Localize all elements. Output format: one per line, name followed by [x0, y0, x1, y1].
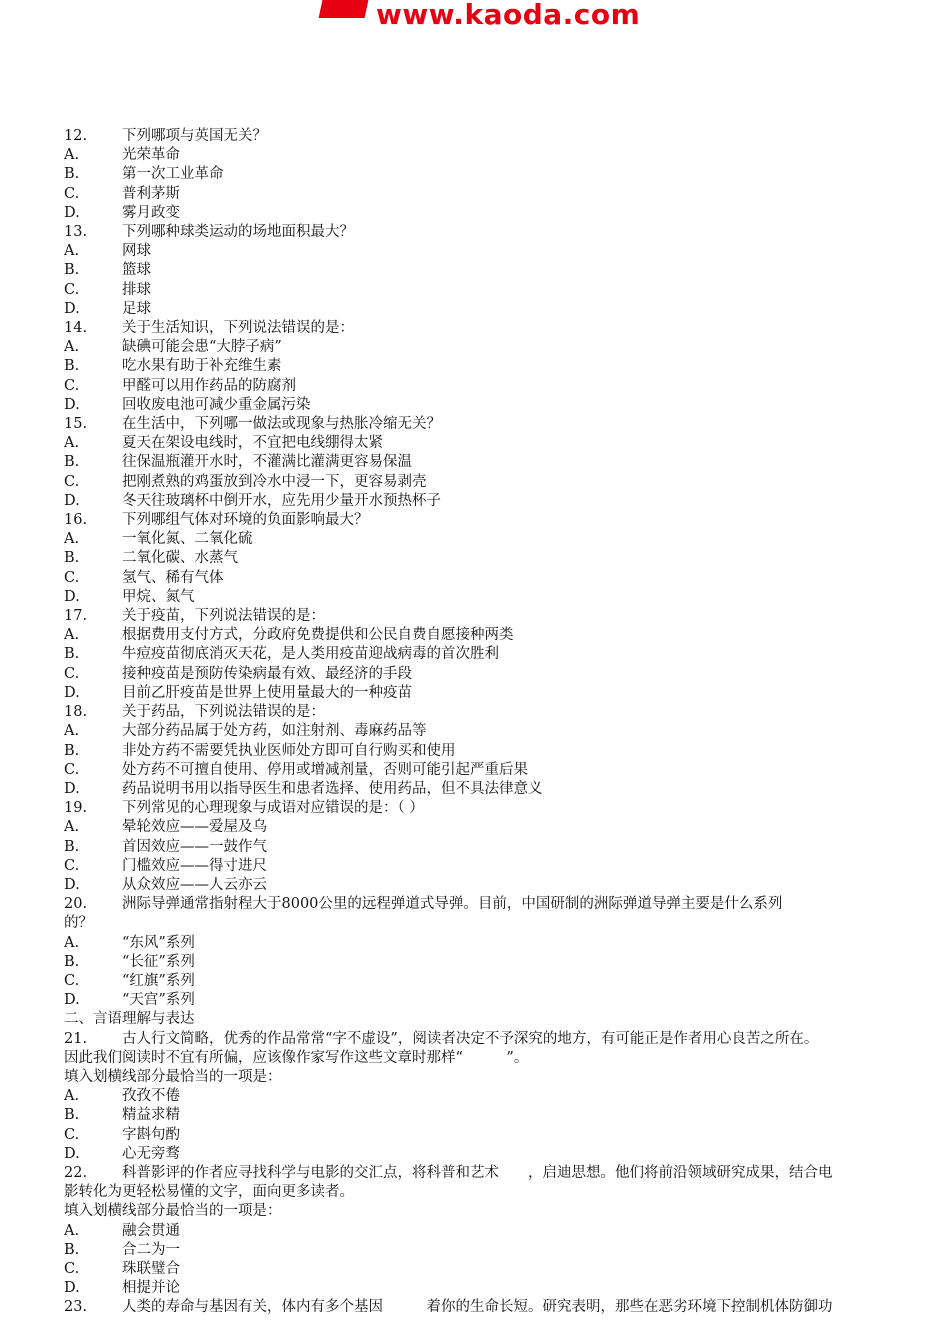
option-item-text: 篮球: [122, 262, 151, 279]
option-item-text: 光荣革命: [122, 147, 180, 164]
option-item: [64, 626, 944, 645]
option-item: [64, 876, 944, 895]
option-item-number: C.: [64, 569, 80, 586]
option-item: [64, 146, 944, 165]
question-stem-continuation: 影转化为更轻松易懂的文字，面向更多读者。: [64, 1184, 354, 1201]
question-stem-text: 关于生活知识，下列说法错误的是：: [122, 320, 354, 337]
option-item-number: B.: [64, 454, 80, 471]
option-item: [64, 742, 944, 761]
option-item: [64, 530, 944, 549]
question-stem-number: 22.: [64, 1164, 88, 1181]
option-item-number: C.: [64, 665, 80, 682]
question-stem-continuation: 的？: [64, 915, 93, 932]
question-stem-number: 23.: [64, 1299, 88, 1316]
option-item-text: 雾月政变: [122, 204, 180, 221]
option-item-text: 大部分药品属于处方药，如注射剂、毒麻药品等: [122, 723, 427, 740]
option-item: [64, 972, 944, 991]
fill-blank-prompt: 填入划横线部分最恰当的一项是：: [64, 1068, 282, 1085]
option-item-text: 字斟句酌: [122, 1126, 180, 1143]
option-item-number: C.: [64, 761, 80, 778]
question-stem-number: 15.: [64, 416, 88, 433]
question-stem: [64, 1298, 944, 1317]
option-item-number: B.: [64, 1241, 80, 1258]
option-item: [64, 684, 944, 703]
option-item: [64, 1106, 944, 1125]
question-stem-text: 洲际导弹通常指射程大于8000公里的远程弹道式导弹。目前，中国研制的洲际弹道导弹主要是什么系列: [122, 896, 783, 913]
option-item: [64, 396, 944, 415]
question-stem-number: 19.: [64, 800, 88, 817]
option-item-number: D.: [64, 684, 80, 701]
question-stem: [64, 703, 944, 722]
option-item: [64, 1145, 944, 1164]
option-item: [64, 1126, 944, 1145]
option-item-number: A.: [64, 147, 80, 164]
option-item-number: D.: [64, 492, 80, 509]
option-item: [64, 934, 944, 953]
question-stem-text: 人类的寿命与基因有关，体内有多个基因 着你的生命长短。研究表明，那些在恶劣环境下控制机体防御功: [122, 1299, 833, 1316]
option-item: [64, 761, 944, 780]
option-item-text: 足球: [122, 300, 151, 317]
option-item-text: 普利茅斯: [122, 185, 180, 202]
question-stem-text: 下列常见的心理现象与成语对应错误的是：（ ）: [122, 800, 424, 817]
option-item-text: 孜孜不倦: [122, 1088, 180, 1105]
option-item: [64, 1087, 944, 1106]
option-item: [64, 261, 944, 280]
option-item-number: B.: [64, 646, 80, 663]
question-stem: [64, 319, 944, 338]
option-item-text: 缺碘可能会患“大脖子病”: [122, 339, 282, 356]
option-item-text: 心无旁骛: [122, 1145, 180, 1162]
option-item-text: 合二为一: [122, 1241, 180, 1258]
option-item-text: 网球: [122, 243, 151, 260]
option-item-number: B.: [64, 838, 80, 855]
option-item-text: 氢气、稀有气体: [122, 569, 224, 586]
option-item-text: “红旗”系列: [122, 972, 195, 989]
exam-document: [64, 127, 944, 1318]
option-item-text: 往保温瓶灌开水时，不灌满比灌满更容易保温: [122, 454, 412, 471]
option-item-number: B.: [64, 550, 80, 567]
option-item-text: 二氧化碳、水蒸气: [122, 550, 238, 567]
option-item-text: 目前乙肝疫苗是世界上使用量最大的一种疫苗: [122, 684, 412, 701]
question-stem: [64, 1164, 944, 1183]
option-item-text: 夏天在架设电线时，不宜把电线绷得太紧: [122, 435, 383, 452]
option-item-text: 甲醛可以用作药品的防腐剂: [122, 377, 296, 394]
option-item: [64, 434, 944, 453]
option-item-number: B.: [64, 166, 80, 183]
question-stem-number: 20.: [64, 896, 88, 913]
option-item-text: 根据费用支付方式，分政府免费提供和公民自费自愿接种两类: [122, 627, 514, 644]
option-item: [64, 665, 944, 684]
question-stem: [64, 1030, 944, 1049]
option-item-number: A.: [64, 1088, 80, 1105]
option-item-number: C.: [64, 1126, 80, 1143]
question-stem-number: 18.: [64, 704, 88, 721]
option-item: [64, 780, 944, 799]
option-item-number: A.: [64, 435, 80, 452]
option-item-number: C.: [64, 857, 80, 874]
option-item-number: B.: [64, 1107, 80, 1124]
option-item-text: 药品说明书用以指导医生和患者选择、使用药品，但不具法律意义: [122, 780, 543, 797]
option-item-number: A.: [64, 627, 80, 644]
option-item-number: D.: [64, 300, 80, 317]
kaoda-logo-text: www.kaoda.com: [376, 0, 641, 31]
option-item: [64, 991, 944, 1010]
option-item-number: C.: [64, 281, 80, 298]
option-item-number: C.: [64, 972, 80, 989]
option-item: [64, 300, 944, 319]
option-item: [64, 953, 944, 972]
option-item-text: 甲烷、氮气: [122, 588, 195, 605]
option-item-number: C.: [64, 473, 80, 490]
option-item-number: D.: [64, 876, 80, 893]
option-item-text: 融会贯通: [122, 1222, 180, 1239]
option-item-number: A.: [64, 723, 80, 740]
question-stem-text: 关于疫苗，下列说法错误的是：: [122, 608, 325, 625]
option-item-number: B.: [64, 262, 80, 279]
section-title: 二、言语理解与表达: [64, 1011, 195, 1028]
option-item: [64, 338, 944, 357]
option-item-number: B.: [64, 742, 80, 759]
option-item-number: B.: [64, 358, 80, 375]
option-item-number: B.: [64, 953, 80, 970]
question-stem-text: 在生活中，下列哪一做法或现象与热胀冷缩无关？: [122, 416, 441, 433]
option-item: [64, 453, 944, 472]
option-item: [64, 1260, 944, 1279]
option-item: [64, 722, 944, 741]
option-item: [64, 377, 944, 396]
question-stem-number: 17.: [64, 608, 88, 625]
option-item: [64, 549, 944, 568]
question-stem-text: 下列哪种球类运动的场地面积最大？: [122, 224, 354, 241]
option-item: [64, 588, 944, 607]
question-stem-text: 下列哪项与英国无关？: [122, 128, 267, 144]
option-item: [64, 185, 944, 204]
option-item-number: D.: [64, 992, 80, 1009]
option-item-text: 精益求精: [122, 1107, 180, 1124]
option-item: [64, 645, 944, 664]
option-item-text: 排球: [122, 281, 151, 298]
option-item-text: 回收废电池可减少重金属污染: [122, 396, 311, 413]
question-stem: [64, 895, 944, 914]
option-item-text: “长征”系列: [122, 953, 195, 970]
option-item-text: 处方药不可擅自使用、停用或增减剂量，否则可能引起严重后果: [122, 761, 528, 778]
option-item: [64, 1241, 944, 1260]
option-item-number: D.: [64, 1280, 80, 1297]
page-header: [0, 0, 950, 40]
option-item-number: C.: [64, 377, 80, 394]
option-item: [64, 242, 944, 261]
option-item-text: 门槛效应——得寸进尺: [122, 857, 267, 874]
option-item-text: 从众效应——人云亦云: [122, 876, 267, 893]
option-item-text: 吃水果有助于补充维生素: [122, 358, 282, 375]
fill-blank-prompt: 填入划横线部分最恰当的一项是：: [64, 1203, 282, 1220]
option-item: [64, 569, 944, 588]
option-item-number: A.: [64, 531, 80, 548]
option-item: [64, 204, 944, 223]
option-item: [64, 1222, 944, 1241]
option-item: [64, 357, 944, 376]
option-item-number: C.: [64, 1260, 80, 1277]
option-item: [64, 281, 944, 300]
question-stem-text: 科普影评的作者应寻找科学与电影的交汇点，将科普和艺术 ，启迪思想。他们将前沿领域研究成果，结合电: [122, 1164, 833, 1181]
option-item-text: 相提并论: [122, 1280, 180, 1297]
kaoda-logo-mark: [319, 0, 372, 18]
option-item: [64, 1279, 944, 1298]
question-stem-number: 14.: [64, 320, 88, 337]
option-item-text: 牛痘疫苗彻底消灭天花，是人类用疫苗迎战病毒的首次胜利: [122, 646, 499, 663]
option-item-text: 接种疫苗是预防传染病最有效、最经济的手段: [122, 665, 412, 682]
question-stem: [64, 127, 944, 146]
option-item-number: D.: [64, 396, 80, 413]
question-stem: [64, 607, 944, 626]
option-item-text: “天宫”系列: [122, 992, 195, 1009]
option-item-number: D.: [64, 780, 80, 797]
option-item: [64, 473, 944, 492]
question-stem-number: 16.: [64, 512, 88, 529]
option-item-number: A.: [64, 339, 80, 356]
option-item-number: D.: [64, 588, 80, 605]
question-stem-number: 13.: [64, 224, 88, 241]
question-stem: [64, 799, 944, 818]
option-item-text: “东风”系列: [122, 934, 195, 951]
question-stem: [64, 223, 944, 242]
question-stem: [64, 415, 944, 434]
option-item: [64, 818, 944, 837]
option-item: [64, 492, 944, 511]
question-stem-text: 古人行文简略，优秀的作品常常“字不虚设”，阅读者决定不予深究的地方，有可能正是作者用心良苦之所在。: [122, 1030, 819, 1047]
option-item-text: 晕轮效应——爱屋及乌: [122, 819, 267, 836]
option-item-number: A.: [64, 243, 80, 260]
question-stem: [64, 511, 944, 530]
question-stem-number: 12.: [64, 128, 88, 144]
option-item-number: A.: [64, 819, 80, 836]
option-item: [64, 838, 944, 857]
option-item-text: 首因效应——一鼓作气: [122, 838, 267, 855]
option-item-number: D.: [64, 204, 80, 221]
question-stem-text: 下列哪组气体对环境的负面影响最大？: [122, 512, 369, 529]
option-item: [64, 165, 944, 184]
option-item: [64, 857, 944, 876]
option-item-number: A.: [64, 1222, 80, 1239]
option-item-number: D.: [64, 1145, 80, 1162]
option-item-number: C.: [64, 185, 80, 202]
option-item-text: 第一次工业革命: [122, 166, 224, 183]
option-item-number: A.: [64, 934, 80, 951]
question-stem-text: 关于药品，下列说法错误的是：: [122, 704, 325, 721]
option-item-text: 把刚煮熟的鸡蛋放到冷水中浸一下，更容易剥壳: [122, 473, 427, 490]
question-stem-number: 21.: [64, 1030, 88, 1047]
option-item-text: 一氧化氮、二氧化硫: [122, 531, 253, 548]
option-item-text: 非处方药不需要凭执业医师处方即可自行购买和使用: [122, 742, 456, 759]
question-stem-continuation: 因此我们阅读时不宜有所偏，应该像作家写作这些文章时那样“ ”。: [64, 1049, 529, 1066]
option-item-text: 冬天往玻璃杯中倒开水，应先用少量开水预热杯子: [122, 492, 441, 509]
option-item-text: 珠联璧合: [122, 1260, 180, 1277]
